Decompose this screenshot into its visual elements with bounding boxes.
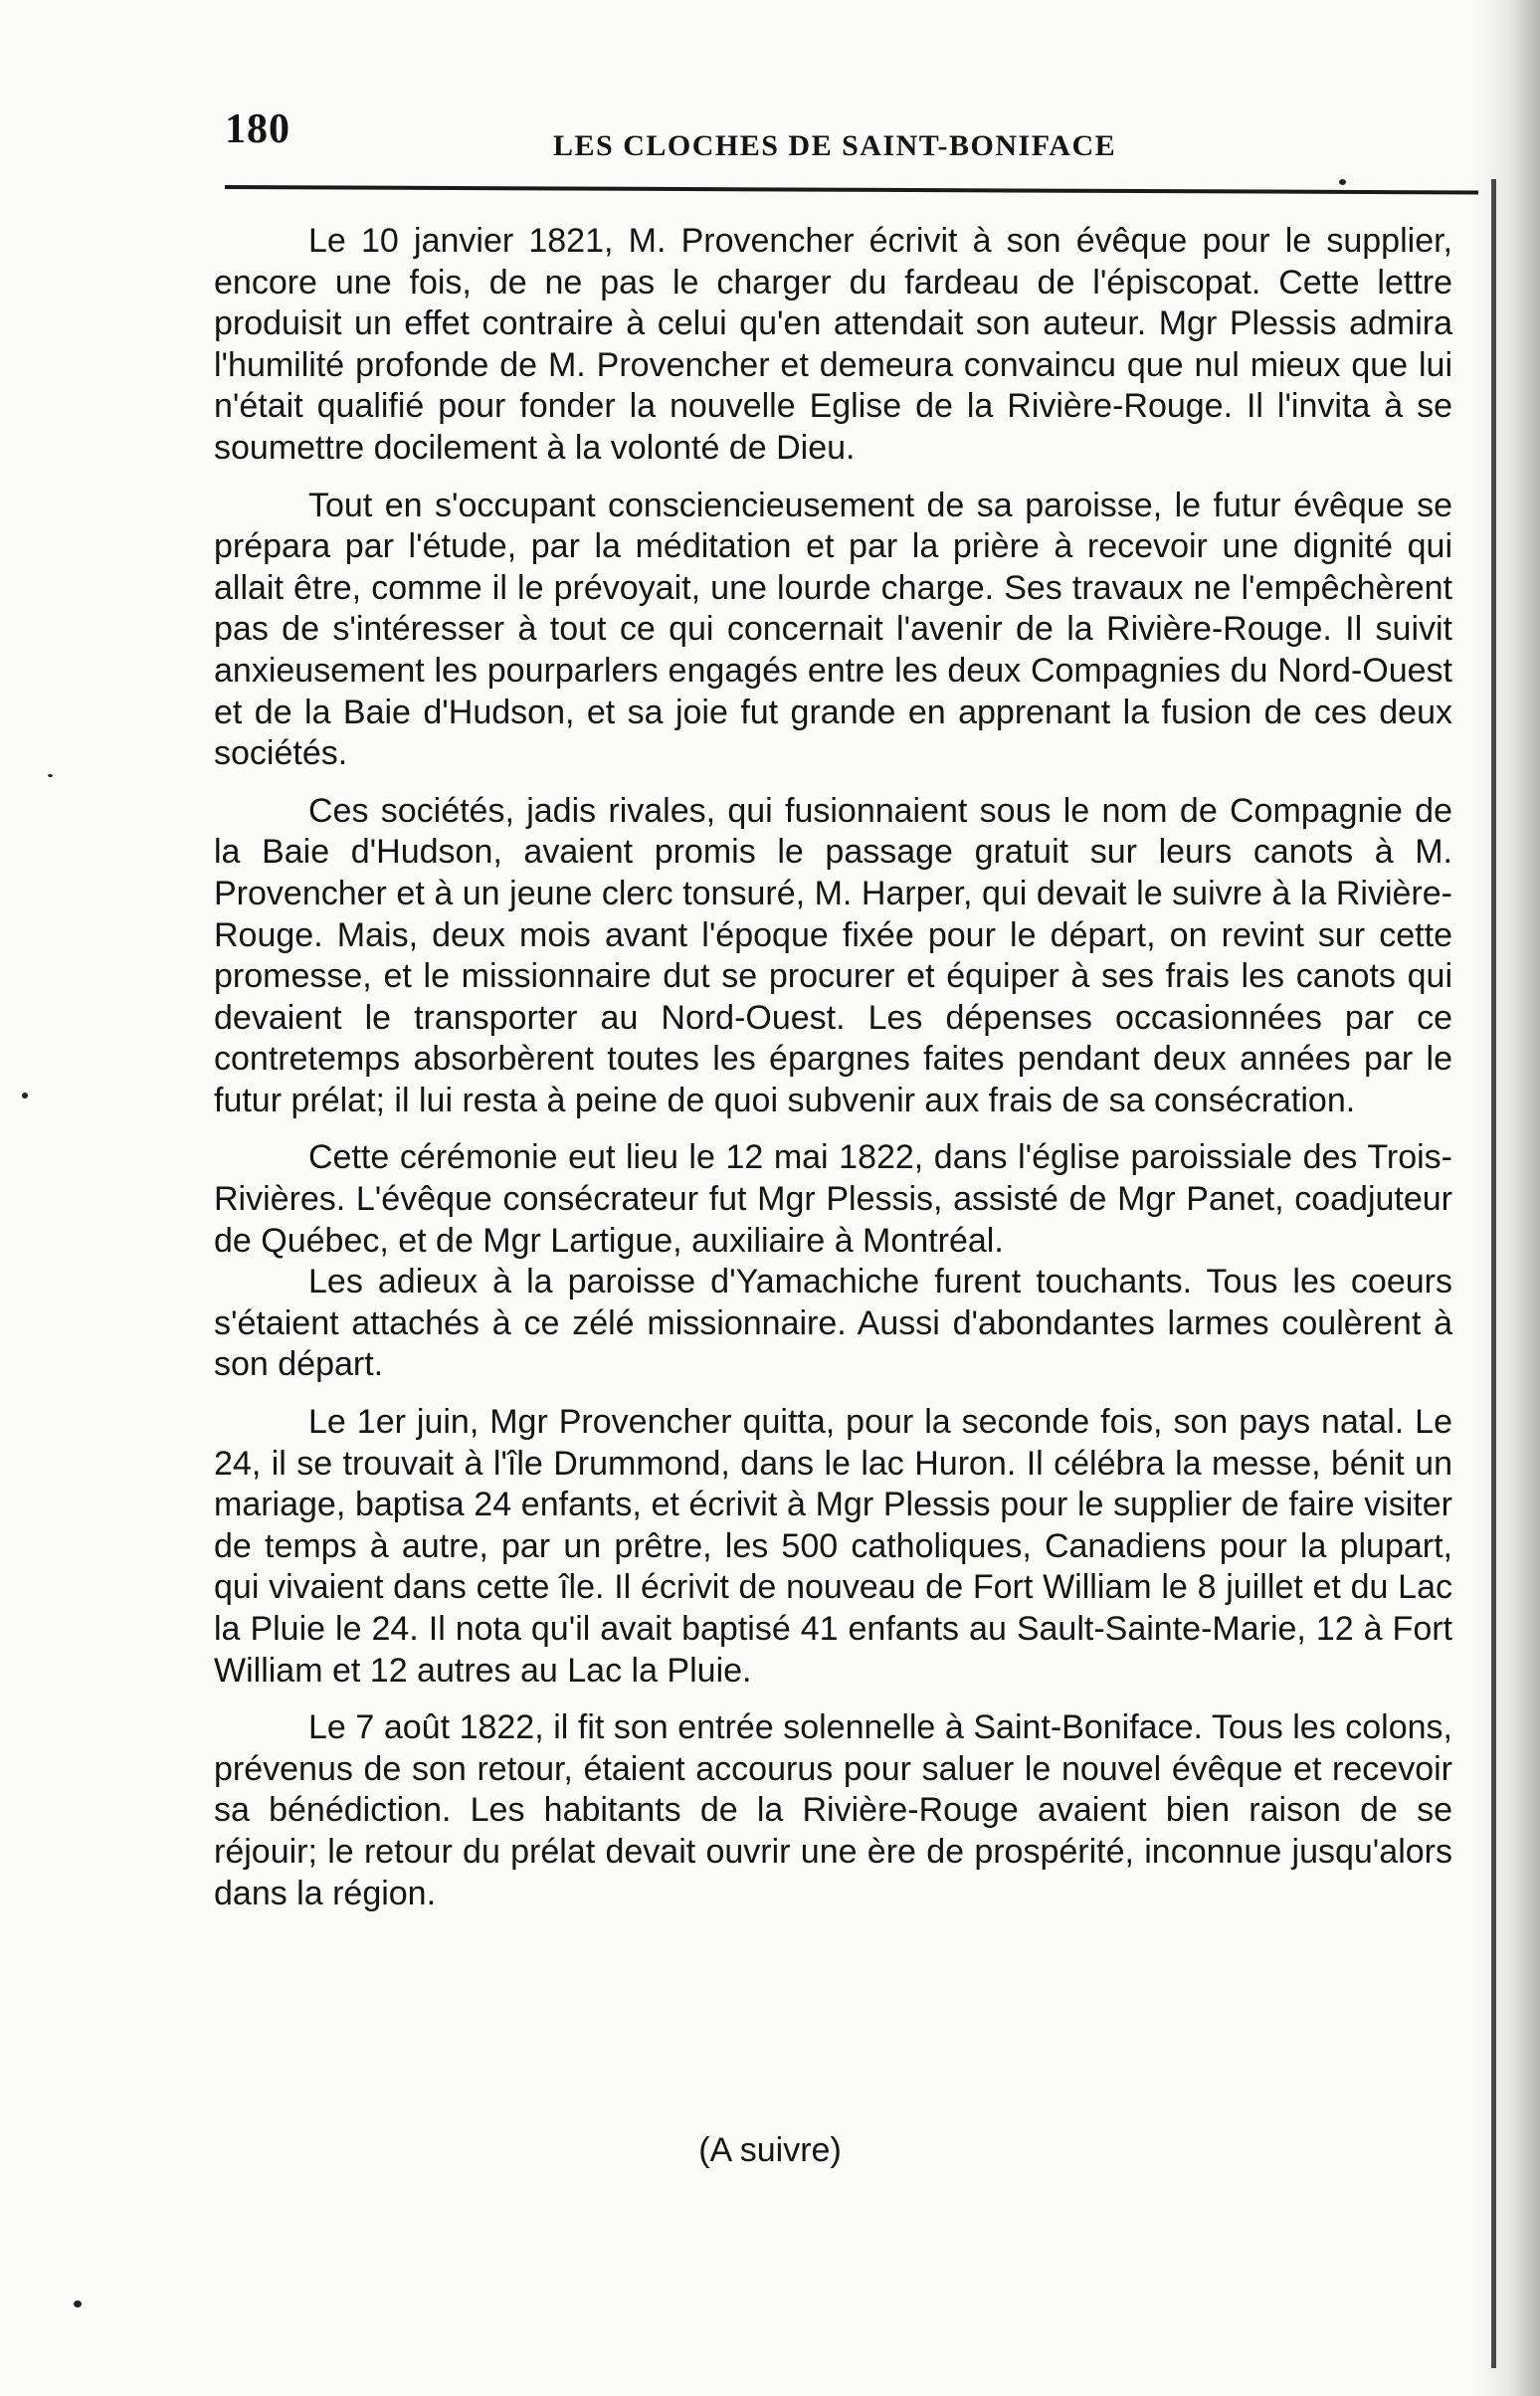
article-body: [214, 221, 1452, 1914]
page-edge-shadow: [1470, 0, 1540, 2396]
paragraph: Tout en s'occupant consciencieusement de sa paroisse, le futur évêque se prépara par l'étude, par la méditation et par la prière à recevoir une dignité qui allait être, comme il le prévoyait, une lourde charge. Ses travaux ne l'empêchèrent pas de s'intéresser à tout ce qui concernait l'avenir de la Rivière-Rouge. Il suivit anxieusement les pourparlers engagés entre les deux Compagnies du Nord-Ouest et de la Baie d'Hudson, et sa joie fut grande en apprenant la fusion de ces deux sociétés.: [214, 486, 1452, 773]
to-be-continued: (A suivre): [698, 2131, 842, 2169]
ink-speck: [22, 1093, 28, 1098]
running-title: LES CLOCHES DE SAINT-BONIFACE: [553, 129, 1117, 162]
paragraph: Le 7 août 1822, il fit son entrée solennelle à Saint-Boniface. Tous les colons, prévenus de son retour, étaient accourus pour saluer le nouvel évêque et recevoir sa bénédiction. Les habitants de la Rivière-Rouge avaient bien raison de se réjouir; le retour du prélat devait ouvrir une ère de prospérité, inconnue jusqu'alors dans la région.: [214, 1708, 1452, 1912]
paragraph: Le 10 janvier 1821, M. Provencher écrivit à son évêque pour le supplier, encore une fois, de ne pas le charger du fardeau de l'épiscopat. Cette lettre produisit un effet contraire à celui qu'en attendait son auteur. Mgr Plessis admira l'humilité profonde de M. Provencher et demeura convaincu que nul mieux que lui n'était qualifié pour fonder la nouvelle Eglise de la Rivière-Rouge. Il l'invita à se soumettre docilement à la volonté de Dieu.: [214, 222, 1452, 467]
ink-speck: [74, 2300, 82, 2307]
header-rule: [225, 185, 1478, 194]
paragraph: Cette cérémonie eut lieu le 12 mai 1822, dans l'église paroissiale des Trois-Rivières. L'évêque consécrateur fut Mgr Plessis, assisté de Mgr Panet, coadjuteur de Québec, et de Mgr Lartigue, auxiliaire à Montréal.: [214, 1138, 1452, 1260]
paragraph: Ces sociétés, jadis rivales, qui fusionnaient sous le nom de Compagnie de la Baie d'Hudson, avaient promis le passage gratuit sur leurs canots à M. Provencher et à un jeune clerc tonsuré, M. Harper, qui devait le suivre à la Rivière-Rouge. Mais, deux mois avant l'époque fixée pour le départ, on revint sur cette promesse, et le missionnaire dut se procurer et équiper à ses frais les canots qui devaient le transporter au Nord-Ouest. Les dépenses occasionnées par ce contretemps absorbèrent toutes les épargnes faites pendant deux années par le futur prélat; il lui resta à peine de quoi subvenir aux frais de sa consécration.: [214, 791, 1452, 1119]
ink-speck: [48, 774, 53, 777]
ink-speck: [1339, 179, 1346, 185]
paragraph: Les adieux à la paroisse d'Yamachiche furent touchants. Tous les coeurs s'étaient attachés à ce zélé missionnaire. Aussi d'abondantes larmes coulèrent à son départ.: [214, 1263, 1452, 1384]
page-header: [225, 105, 1478, 165]
page-number: 180: [225, 106, 290, 152]
paragraph: Le 1er juin, Mgr Provencher quitta, pour la seconde fois, son pays natal. Le 24, il se trouvait à l'île Drummond, dans le lac Huron. Il célébra la messe, bénit un mariage, baptisa 24 enfants, et écrivit à Mgr Plessis pour le supplier de faire visiter de temps à autre, par un prêtre, les 500 catholiques, Canadiens pour la plupart, qui vivaient dans cette île. Il écrivit de nouveau de Fort William le 8 juillet et du Lac la Pluie le 24. Il nota qu'il avait baptisé 41 enfants au Sault-Sainte-Marie, 12 à Fort William et 12 autres au Lac la Pluie.: [214, 1403, 1452, 1690]
binding-edge-line: [1491, 179, 1496, 2368]
